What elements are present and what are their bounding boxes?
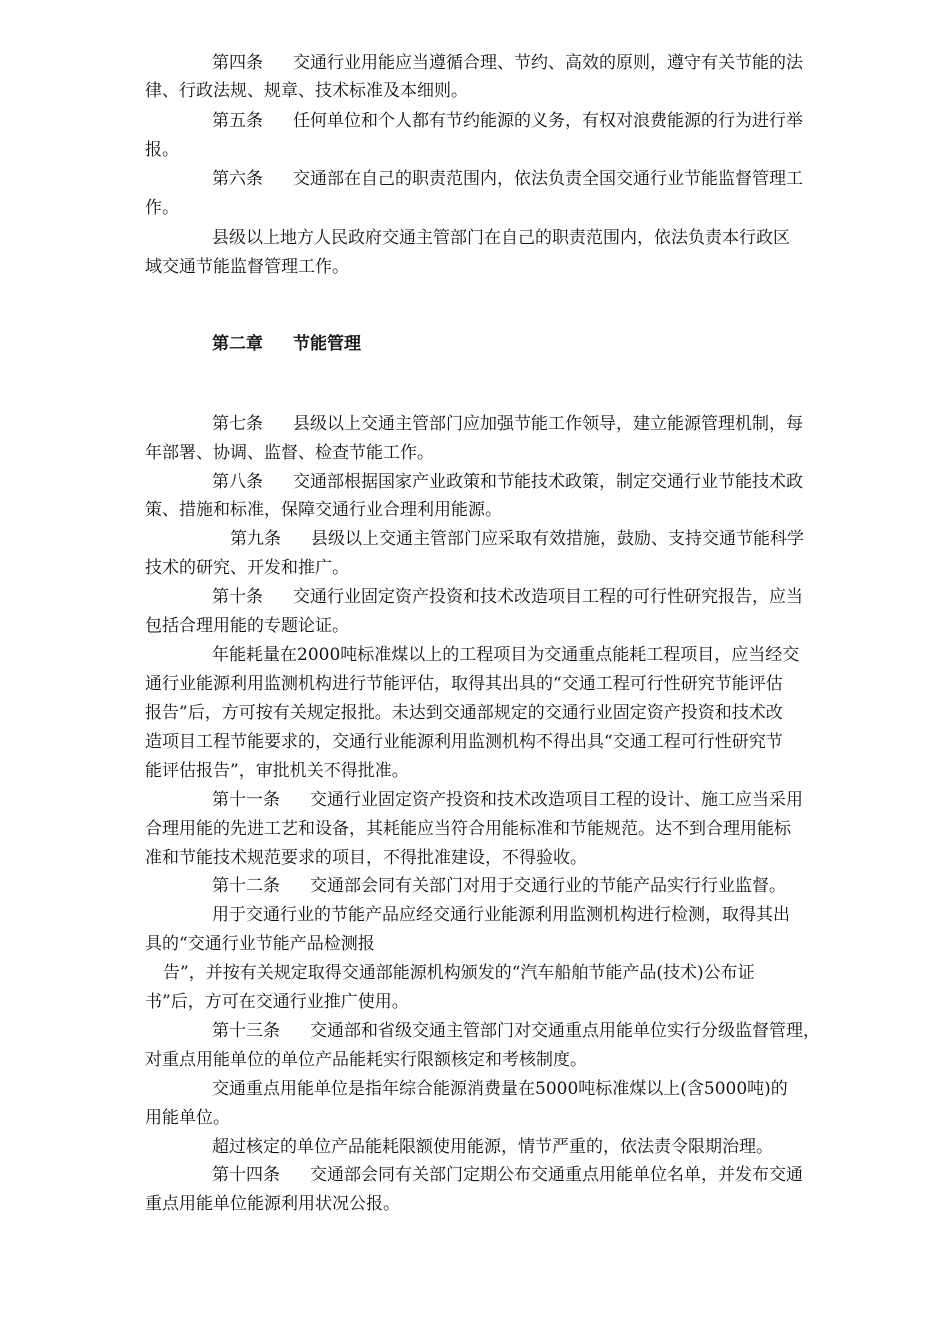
article-10-line-1 <box>212 584 872 610</box>
article-10-para-2-line-3: 报告”后，方可按有关规定报批。未达到交通部规定的交通行业固定资产投资和技术改 <box>145 703 783 723</box>
article-7-line-2: 年部署、协调、监督、检查节能工作。 <box>145 443 434 463</box>
article-5-text: 任何单位和个人都有节约能源的义务，有权对浪费能源的行为进行举 <box>293 111 803 131</box>
article-11-line-3: 准和节能技术规范要求的项目，不得批准建设，不得验收。 <box>145 848 587 868</box>
article-12-text: 交通部会同有关部门对用于交通行业的节能产品实行行业监督。 <box>310 876 786 896</box>
article-14-line-2: 重点用能单位能源利用状况公报。 <box>145 1194 400 1214</box>
article-12-label: 第十二条 <box>212 876 280 896</box>
article-6-label: 第六条 <box>212 169 263 189</box>
article-5-line-1 <box>212 108 872 134</box>
article-11-line-2: 合理用能的先进工艺和设备，其耗能应当符合用能标准和节能规范。达不到合理用能标 <box>145 819 791 839</box>
article-10-para-2-line-1: 年能耗量在2000吨标准煤以上的工程项目为交通重点能耗工程项目，应当经交 <box>212 645 800 665</box>
article-10-para-2-line-2: 通行业能源利用监测机构进行节能评估，取得其出具的“交通工程可行性研究节能评估 <box>145 674 783 694</box>
article-10-label: 第十条 <box>212 587 263 607</box>
chapter-title: 节能管理 <box>293 334 361 354</box>
article-9-line-1 <box>230 526 872 552</box>
article-7-label: 第七条 <box>212 414 263 434</box>
chapter-label: 第二章 <box>212 334 263 354</box>
article-14-line-1 <box>212 1162 872 1188</box>
article-4-text: 交通行业用能应当遵循合理、节约、高效的原则，遵守有关节能的法 <box>293 53 803 73</box>
article-8-label: 第八条 <box>212 472 263 492</box>
article-6-line-2: 作。 <box>145 198 179 218</box>
article-6-para-2-line-2: 域交通节能监督管理工作。 <box>145 257 349 277</box>
article-13-para-2-line-2: 用能单位。 <box>145 1108 230 1128</box>
article-10-para-2-line-5: 能评估报告”，审批机关不得批准。 <box>145 761 409 781</box>
article-5-line-2: 报。 <box>145 140 179 160</box>
article-10-para-2-line-4: 造项目工程节能要求的，交通行业能源利用监测机构不得出具“交通工程可行性研究节 <box>145 732 783 752</box>
article-6-para-2-line-1: 县级以上地方人民政府交通主管部门在自己的职责范围内，依法负责本行政区 <box>212 228 790 248</box>
article-10-line-2: 包括合理用能的专题论证。 <box>145 616 349 636</box>
article-11-label: 第十一条 <box>212 790 280 810</box>
article-13-text: 交通部和省级交通主管部门对交通重点用能单位实行分级监督管理， <box>310 1021 820 1041</box>
article-6-text: 交通部在自己的职责范围内，依法负责全国交通行业节能监督管理工 <box>293 169 803 189</box>
article-4-label: 第四条 <box>212 53 263 73</box>
article-4-line-2: 律、行政法规、规章、技术标准及本细则。 <box>145 81 468 101</box>
article-9-text: 县级以上交通主管部门应采取有效措施，鼓励、支持交通节能科学 <box>311 529 804 549</box>
article-12-para-2-line-2: 具的“交通行业节能产品检测报 <box>145 934 375 954</box>
article-8-line-1 <box>212 469 872 495</box>
article-10-text: 交通行业固定资产投资和技术改造项目工程的可行性研究报告，应当 <box>293 587 803 607</box>
article-12-para-2-line-1: 用于交通行业的节能产品应经交通行业能源利用监测机构进行检测，取得其出 <box>212 905 790 925</box>
chapter-heading <box>212 331 361 357</box>
article-12-line-1 <box>212 873 872 899</box>
article-9-line-2: 技术的研究、开发和推广。 <box>145 558 349 578</box>
article-12-para-2-line-3: 告”，并按有关规定取得交通部能源机构颁发的“汽车船舶节能产品(技术)公布证 <box>163 963 755 983</box>
article-13-line-2: 对重点用能单位的单位产品能耗实行限额核定和考核制度。 <box>145 1050 587 1070</box>
article-13-label: 第十三条 <box>212 1021 280 1041</box>
article-11-text: 交通行业固定资产投资和技术改造项目工程的设计、施工应当采用 <box>310 790 803 810</box>
article-13-para-2-line-1: 交通重点用能单位是指年综合能源消费量在5000吨标准煤以上(含5000吨)的 <box>212 1079 788 1099</box>
article-7-line-1 <box>212 411 872 437</box>
article-7-text: 县级以上交通主管部门应加强节能工作领导，建立能源管理机制，每 <box>293 414 803 434</box>
article-13-para-3-line-1: 超过核定的单位产品能耗限额使用能源，情节严重的，依法责令限期治理。 <box>212 1137 773 1157</box>
article-11-line-1 <box>212 787 872 813</box>
article-8-text: 交通部根据国家产业政策和节能技术政策，制定交通行业节能技术政 <box>293 472 803 492</box>
article-12-para-2-line-4: 书”后，方可在交通行业推广使用。 <box>145 992 409 1012</box>
article-14-text: 交通部会同有关部门定期公布交通重点用能单位名单，并发布交通 <box>310 1165 803 1185</box>
article-9-label: 第九条 <box>230 529 281 549</box>
article-5-label: 第五条 <box>212 111 263 131</box>
article-6-line-1 <box>212 166 872 192</box>
article-4-line-1 <box>212 50 872 76</box>
article-8-line-2: 策、措施和标准，保障交通行业合理利用能源。 <box>145 500 502 520</box>
article-13-line-1 <box>212 1018 872 1044</box>
article-14-label: 第十四条 <box>212 1165 280 1185</box>
